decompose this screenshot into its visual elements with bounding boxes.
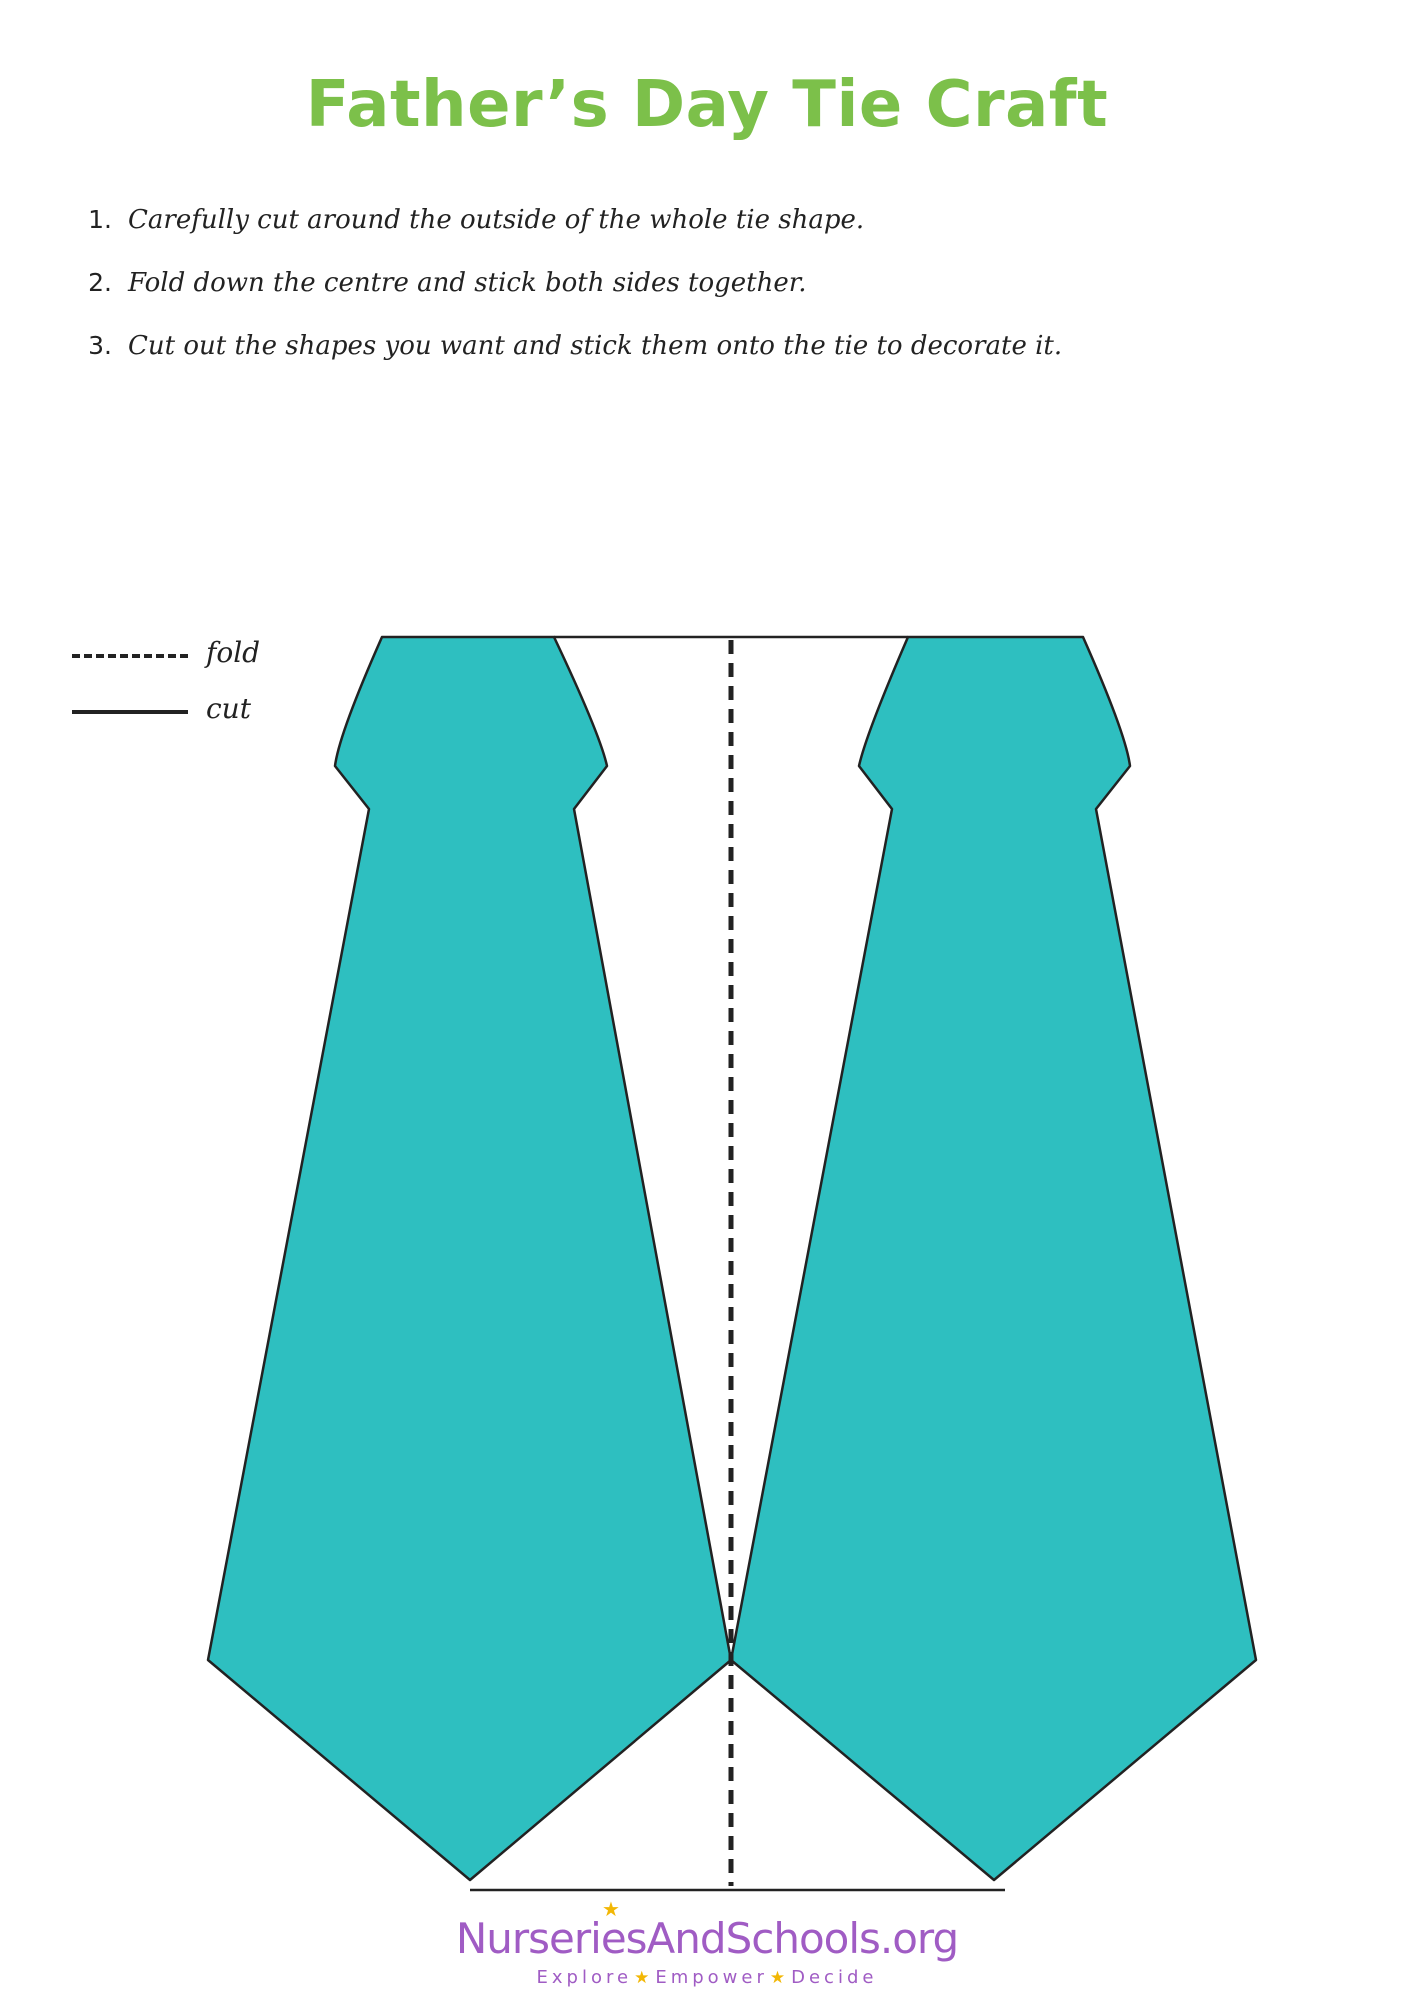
step-text: Fold down the centre and stick both sides together. <box>128 268 807 298</box>
tagline-word: Explore <box>536 1967 633 1988</box>
brand-tagline <box>0 1967 1414 1989</box>
brand-logo-text: NurseriesAndSchools.org <box>455 1914 959 1963</box>
star-icon: ★ <box>769 1968 790 1988</box>
step-number: 3. <box>88 331 112 360</box>
legend-fold-label: fold <box>206 636 261 669</box>
tagline-word: Decide <box>791 1967 878 1988</box>
step-number: 2. <box>88 268 112 297</box>
step-number: 1. <box>88 205 112 234</box>
star-icon: ★ <box>634 1968 654 1988</box>
brand-footer <box>0 1897 1414 1989</box>
legend-cut-label: cut <box>206 692 251 725</box>
tagline-word: Empower <box>655 1967 768 1988</box>
step-text: Carefully cut around the outside of the whole tie shape. <box>128 205 865 235</box>
star-icon: ★ <box>602 1897 620 1921</box>
page-title: Father’s Day Tie Craft <box>305 68 1109 142</box>
step-text: Cut out the shapes you want and stick them onto the tie to decorate it. <box>128 331 1063 361</box>
